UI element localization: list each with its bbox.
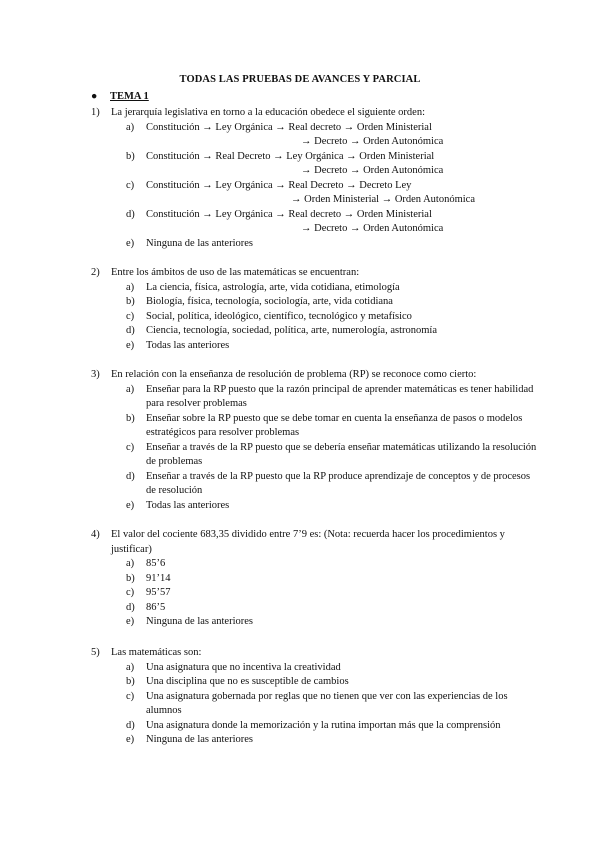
question-number: 3) (91, 369, 100, 380)
question-text: En relación con la enseñanza de resolución de problema (RP) se reconoce como cierto: (111, 369, 477, 380)
option-text: Biología, física, tecnología, sociología, arte, vida cotidiana (146, 296, 393, 307)
option-e (91, 237, 541, 252)
option-text: Todas las anteriores (146, 339, 230, 351)
section-heading (91, 91, 149, 102)
option-b (91, 150, 541, 165)
option-a (91, 121, 541, 136)
question-text: Entre los ámbitos de uso de las matemáticas se encuentran: (111, 267, 360, 278)
question-number: 2) (91, 267, 100, 278)
question-number: 4) (91, 529, 100, 540)
option-letter: b) (126, 296, 135, 307)
option-text: Ninguna de las anteriores (146, 616, 254, 627)
option-d (91, 601, 541, 616)
option-e (91, 499, 541, 514)
option-text: Una asignatura donde la memorización y la rutina importan más que la comprensión (146, 719, 501, 731)
question-5 (91, 646, 541, 748)
option-text: Constitución → Ley Orgánica → Real Decreto → Decreto Ley (146, 179, 412, 191)
option-letter: c) (126, 179, 135, 191)
option-d (91, 470, 541, 499)
option-b (91, 675, 541, 690)
option-text: 95’57 (146, 587, 171, 598)
question-text: Las matemáticas son: (111, 647, 202, 658)
question-number: 5) (91, 647, 100, 658)
option-letter: e) (126, 616, 135, 627)
option-c (91, 310, 541, 325)
option-c (91, 179, 541, 194)
question-1 (91, 106, 541, 251)
option-letter: c) (126, 441, 135, 453)
option-letter: d) (126, 208, 135, 220)
option-e (91, 339, 541, 354)
question-2 (91, 266, 541, 353)
option-a (91, 281, 541, 296)
option-letter: c) (126, 587, 135, 598)
option-letter: a) (126, 661, 135, 673)
option-e (91, 733, 541, 748)
option-text: Una disciplina que no es susceptible de cambios (146, 676, 349, 687)
question-number: 1) (91, 107, 100, 118)
option-a (91, 557, 541, 572)
option-b (91, 412, 541, 441)
question-text: El valor del cociente 683,35 dividido entre 7’9 es: (Nota: recuerda hacer los procedimientos y justificar) (111, 529, 505, 555)
option-d (91, 208, 541, 223)
option-letter: b) (126, 412, 135, 424)
option-text: Enseñar sobre la RP puesto que se debe tomar en cuenta la enseñanza de pasos o modelos estratégicos para resolver problemas (146, 412, 523, 438)
option-letter: b) (126, 572, 135, 584)
page-title: TODAS LAS PRUEBAS DE AVANCES Y PARCIAL (179, 74, 421, 85)
option-letter: b) (126, 150, 135, 162)
option-c (91, 586, 541, 601)
option-letter: c) (126, 310, 135, 322)
option-letter: e) (126, 499, 135, 511)
option-text: Enseñar a través de la RP puesto que la RP produce aprendizaje de conceptos y de procesos de resolución (146, 470, 531, 496)
question-4 (91, 528, 541, 630)
option-a (91, 383, 541, 412)
option-c (91, 441, 541, 470)
option-b (91, 572, 541, 587)
option-d (91, 324, 541, 339)
option-text: Ninguna de las anteriores (146, 734, 254, 745)
option-continuation: → Decreto → Orden Autonómica (301, 223, 444, 234)
option-text: Una asignatura gobernada por reglas que no tienen que ver con las experiencias de los alumnos (146, 690, 508, 716)
option-text: 85’6 (146, 558, 166, 569)
option-letter: a) (126, 383, 135, 395)
option-text: Constitución → Real Decreto → Ley Orgánica → Orden Ministerial (146, 150, 435, 162)
option-letter: b) (126, 676, 135, 687)
bullet-icon: ● (91, 91, 98, 102)
option-letter: d) (126, 325, 135, 336)
option-letter: d) (126, 601, 135, 613)
option-text: 86’5 (146, 601, 166, 613)
question-text: La jerarquía legislativa en torno a la educación obedece el siguiente orden: (111, 107, 425, 118)
option-b (91, 295, 541, 310)
option-text: La ciencia, física, astrología, arte, vida cotidiana, etimología (146, 281, 400, 293)
option-letter: d) (126, 470, 135, 482)
option-continuation: → Decreto → Orden Autonómica (301, 136, 444, 147)
option-text: Ninguna de las anteriores (146, 237, 254, 249)
option-continuation: → Decreto → Orden Autonómica (301, 165, 444, 176)
option-letter: c) (126, 690, 135, 702)
question-3 (91, 368, 541, 513)
section-heading-label: TEMA 1 (110, 91, 149, 102)
option-letter: e) (126, 734, 135, 745)
option-e (91, 615, 541, 630)
option-text: Una asignatura que no incentiva la creatividad (146, 661, 341, 673)
option-text: Enseñar a través de la RP puesto que se debería enseñar matemáticas utilizando la resolución de problemas (146, 441, 537, 467)
option-text: Ciencia, tecnología, sociedad, política, arte, numerología, astronomía (146, 325, 437, 336)
option-text: Todas las anteriores (146, 499, 230, 511)
option-text: Constitución → Ley Orgánica → Real decreto → Orden Ministerial (146, 208, 432, 220)
option-letter: a) (126, 558, 135, 569)
option-letter: d) (126, 719, 135, 731)
option-c (91, 690, 541, 719)
option-d (91, 719, 541, 734)
option-letter: e) (126, 237, 135, 249)
option-text: 91’14 (146, 572, 171, 584)
option-text: Constitución → Ley Orgánica → Real decreto → Orden Ministerial (146, 121, 432, 133)
option-a (91, 661, 541, 676)
option-continuation: → Orden Ministerial → Orden Autonómica (291, 194, 476, 205)
option-letter: a) (126, 121, 135, 133)
option-letter: a) (126, 281, 135, 293)
option-letter: e) (126, 339, 135, 351)
option-text: Social, política, ideológico, científico, tecnológico y metafísico (146, 310, 412, 322)
option-text: Enseñar para la RP puesto que la razón principal de aprender matemáticas es tener habilidad para resolver problemas (146, 383, 534, 409)
